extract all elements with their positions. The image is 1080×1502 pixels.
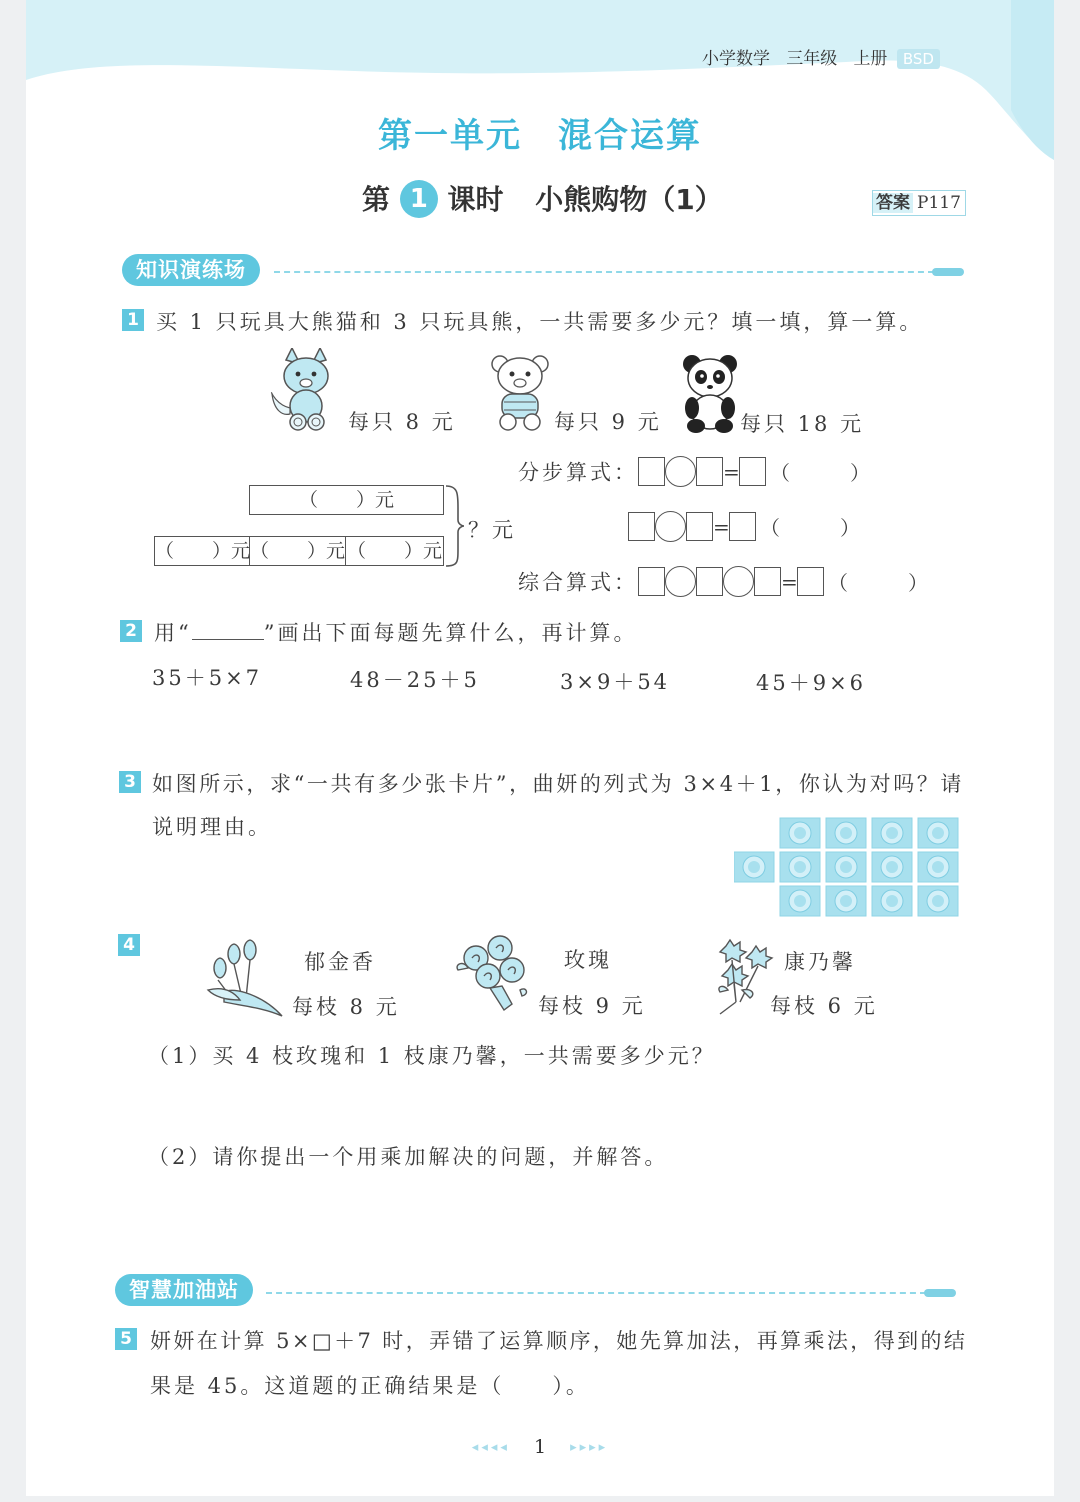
section-title-challenge: 智慧加油站: [115, 1274, 253, 1306]
question-number-1: 1: [122, 309, 144, 331]
question-number-3: 3: [119, 771, 141, 793]
question-4-part-2: （2）请你提出一个用乘加解决的问题，并解答。: [148, 1145, 669, 1169]
answer-box[interactable]: [638, 457, 665, 486]
question-1-text: 买 1 只玩具大熊猫和 3 只玩具熊，一共需要多少元？填一填，算一算。: [156, 310, 924, 334]
total-label: ？元: [468, 518, 516, 542]
rose-price: 每枝 9 元: [538, 994, 646, 1018]
combined-equation: 综合算式： = （ ）: [518, 566, 928, 600]
step-equation-1: 分步算式： = （ ）: [518, 456, 870, 490]
answer-label: 答案: [873, 193, 913, 213]
total-brace: [444, 484, 466, 568]
panda-price: 每只 18 元: [740, 412, 865, 436]
answer-box[interactable]: [797, 567, 824, 596]
section-divider: [274, 271, 934, 273]
carnation-name: 康乃馨: [784, 950, 856, 974]
bear-bar-3: （ ）元: [345, 536, 444, 566]
grade-label: 三年级: [786, 49, 838, 69]
footer-right-arrows: ▸▸▸▸: [570, 1440, 609, 1455]
question-4-part-1: （1）买 4 枝玫瑰和 1 枝康乃馨，一共需要多少元？: [148, 1044, 716, 1068]
question-3-line-1: 如图所示，求“一共有多少张卡片”，曲妍的列式为 3×4＋1，你认为对吗？请: [152, 772, 965, 796]
bear-bar-1: （ ）元: [154, 536, 250, 566]
section-title-knowledge: 知识演练场: [122, 254, 260, 286]
lesson-number-badge: 1: [400, 180, 438, 218]
answer-box[interactable]: [754, 567, 781, 596]
section-divider-end: [932, 268, 964, 276]
panda-toy-icon: [682, 352, 738, 434]
answer-box[interactable]: [686, 512, 713, 541]
unit-paren[interactable]: （ ）: [828, 571, 928, 595]
underline-blank: [192, 623, 264, 640]
card-grid: [734, 814, 962, 922]
volume-label: 上册: [853, 49, 888, 69]
section-divider: [266, 1292, 926, 1294]
answer-box[interactable]: [696, 567, 723, 596]
step-label: 分步算式：: [518, 460, 638, 485]
operator-circle[interactable]: [655, 511, 686, 542]
bear-price: 每只 9 元: [554, 410, 662, 434]
answer-page: P117: [917, 193, 961, 213]
carnation-price: 每枝 6 元: [770, 994, 878, 1018]
expression-3: 3×9＋54: [560, 670, 671, 694]
carnation-icon: [706, 938, 778, 1016]
subject-label: 小学数学: [702, 49, 770, 69]
unit-title: 第一单元 混合运算: [378, 116, 702, 156]
question-number-2: 2: [120, 620, 142, 642]
lesson-title-row: [362, 178, 723, 218]
unit-paren[interactable]: （ ）: [770, 461, 870, 485]
operator-circle[interactable]: [723, 566, 754, 597]
answer-box[interactable]: [628, 512, 655, 541]
question-2-text: 用“ ”画出下面每题先算什么，再计算。: [154, 621, 638, 645]
answer-box[interactable]: [696, 457, 723, 486]
tulip-price: 每枝 8 元: [292, 995, 400, 1019]
question-3-line-2: 说明理由。: [152, 815, 272, 839]
answer-box[interactable]: [739, 457, 766, 486]
edition-badge: BSD: [897, 49, 940, 69]
tulip-icon: [204, 936, 286, 1020]
answer-box[interactable]: [729, 512, 756, 541]
lesson-prefix: 第: [362, 183, 391, 216]
footer-left-arrows: ◂◂◂◂: [471, 1440, 510, 1455]
unit-paren[interactable]: （ ）: [760, 516, 860, 540]
expression-4: 45＋9×6: [756, 671, 867, 695]
rose-name: 玫瑰: [564, 948, 612, 972]
worksheet-page: [26, 0, 1054, 1496]
fox-price: 每只 8 元: [348, 410, 456, 434]
expression-2: 48－25＋5: [350, 668, 480, 692]
question-number-5: 5: [115, 1328, 137, 1350]
fox-toy-icon: [268, 348, 342, 432]
bear-toy-icon: [488, 350, 552, 432]
page-footer: [26, 1436, 1054, 1458]
lesson-name: 小熊购物（1）: [535, 183, 723, 216]
tulip-name: 郁金香: [304, 950, 376, 974]
answer-ref: [872, 190, 966, 216]
expression-1: 35＋5×7: [152, 666, 263, 690]
step-equation-2: = （ ）: [628, 511, 860, 545]
header-meta: [702, 44, 940, 69]
question-number-4: 4: [118, 934, 140, 956]
answer-box[interactable]: [638, 567, 665, 596]
page-number: 1: [533, 1436, 547, 1458]
question-5-line-1: 妍妍在计算 5×□＋7 时，弄错了运算顺序，她先算加法，再算乘法，得到的结: [150, 1329, 968, 1353]
bear-bar-2: （ ）元: [249, 536, 346, 566]
operator-circle[interactable]: [665, 456, 696, 487]
section-divider-end: [924, 1289, 956, 1297]
operator-circle[interactable]: [665, 566, 696, 597]
question-5-line-2: 果是 45。这道题的正确结果是（ ）。: [150, 1374, 590, 1398]
panda-bar: （ ）元: [249, 485, 444, 515]
rose-icon: [450, 934, 536, 1018]
lesson-suffix: 课时: [447, 183, 504, 216]
combined-label: 综合算式：: [518, 570, 638, 595]
